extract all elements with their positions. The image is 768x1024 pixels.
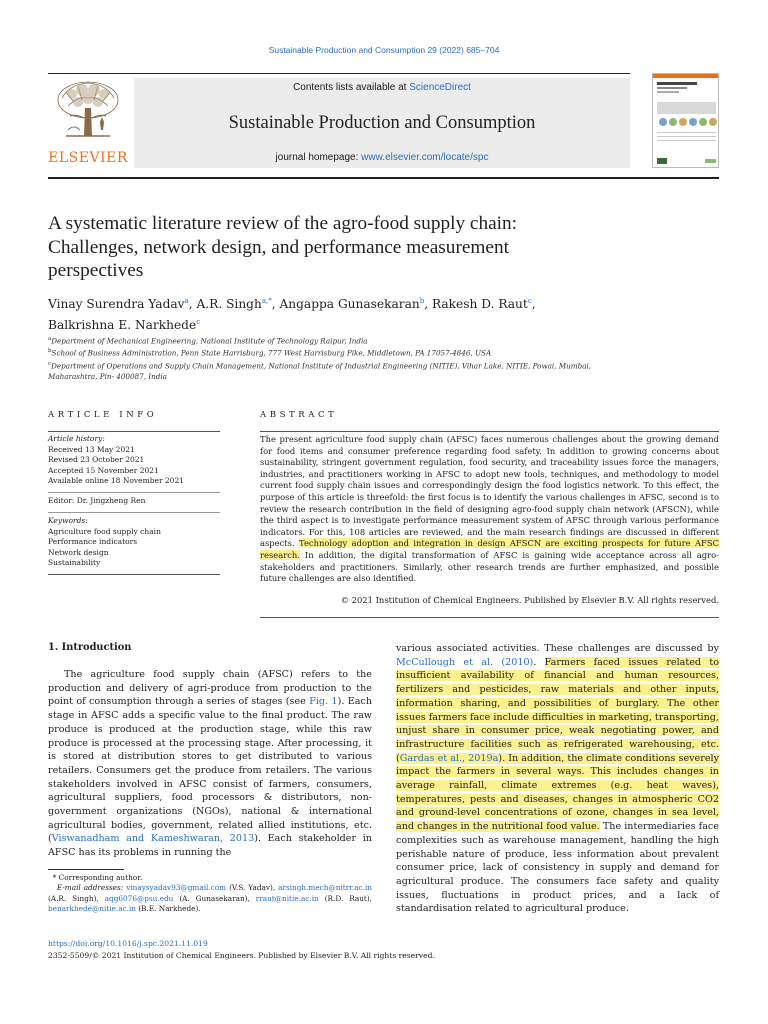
- keyword: Network design: [48, 547, 109, 557]
- history-item: Available online 18 November 2021: [48, 476, 184, 486]
- author-name[interactable]: Angappa Gunasekaran: [279, 297, 420, 312]
- article-title: [48, 212, 648, 283]
- history-item: Accepted 15 November 2021: [48, 465, 159, 475]
- footnote-rule: [48, 869, 124, 870]
- author-name[interactable]: Vinay Surendra Yadav: [48, 297, 185, 312]
- running-head[interactable]: [0, 45, 768, 55]
- affiliation: $^c$Department of Operations and Supply Chain Management, National Institute of Industrial Engineering (NITIE), Vihar Lake, NITIE, Powai, Mumbai,: [48, 360, 592, 371]
- divider: [48, 574, 220, 575]
- contents-line: [134, 82, 630, 93]
- email-link[interactable]: rraut@nitie.ac.in: [255, 893, 319, 903]
- abstract-body: The present agriculture food supply chain (AFSC) faces numerous challenges about the growing demand for food items and consumer preference regarding food safety. In addition to growing concerns about sustainability, stringent government regulation, food security, and traceability issues force the managers, industries, and practitioners working in AFSC to adopt new tools, techniques, and methodology to model current food supply chain issues and correspondingly design the food logistics network. To this effect, the purpose of this article is threefold: the first focus is to identify the various challenges in AFSC, second is to review the research contribution in the field of designing agro-food supply chain network (AFSCN), while the third aspect is to investigate performance measurement system of AFSC through various performance indicators. For this, 108 articles are reviewed, and the main research findings are discussed in different aspects. Technology adoption and integration in design AFSCN are exciting prospects for future AFSC research. In addition, the digital transformation of AFSC is gaining wide acceptance across all agro-stakeholders and practitioners. Similarly, other research trends are further emphasized, and possible future challenges are also identified.: [260, 434, 719, 584]
- email-link[interactable]: aqg6076@psu.edu: [104, 893, 174, 903]
- figure-link[interactable]: Fig. 1: [309, 696, 338, 708]
- journal-cover-thumbnail[interactable]: [652, 73, 719, 168]
- homepage-line: [134, 152, 630, 163]
- email-link[interactable]: vinaysyadav93@gmail.com: [126, 883, 227, 893]
- journal-citation-link[interactable]: Sustainable Production and Consumption 29 (2022) 685–704: [268, 45, 500, 55]
- abstract-copyright: © 2021 Institution of Chemical Engineers. Published by Elsevier B.V. All rights reserved.: [340, 595, 719, 605]
- highlighted-text: Technology adoption and integration in design AFSCN are exciting prospects for future AFSC research.: [260, 538, 719, 560]
- citation-link[interactable]: Gardas et al., 2019a: [399, 752, 499, 764]
- corresponding-author-note: * Corresponding author.: [48, 873, 143, 882]
- affiliations: [48, 334, 648, 382]
- highlighted-text: Farmers faced issues related to insufficient availability of financial and human resources, fertilizers and pesticides, raw materials and other inputs, information sharing, and possibilities of burglary. The other issues farmers face include difficulties in marketing, transporting, unjust share in consumer price, weak negotiating power, and infrastructure facilities such as refrigerated warehousing, etc. (: [396, 656, 719, 764]
- section-heading-introduction: 1. Introduction: [48, 642, 132, 653]
- keyword: Performance indicators: [48, 537, 138, 547]
- keyword: Agriculture food supply chain: [48, 526, 161, 536]
- article-title-line: perspectives: [48, 260, 144, 281]
- divider: [260, 431, 719, 432]
- divider: [48, 512, 220, 513]
- keywords-label: Keywords:: [48, 516, 88, 525]
- article-history: [48, 434, 220, 487]
- body-column-right: various associated activities. These challenges are discussed by McCullough et al. (2010). Farmers faced issues related to insufficient availability of financial and human resources, fertilizers and pesticides, raw materials and other inputs, information sharing, and possibilities of burglary. The other issues farmers face include difficulties in marketing, transporting, unjust share in consumer price, weak negotiating power, and infrastructure facilities such as refrigerated warehousing, etc. (Gardas et al., 2019a). In addition, the climate conditions severely impact the farmers in several ways. This includes changes in average rainfall, climate extremes (e.g. heat waves), temperatures, pests and diseases, changes in atmospheric CO2 and ground-level concentrations of ozone, changes in sea level, and changes in the nutritional food value. The intermediaries face complexities such as warehouse management, handling the high perishable nature of produce, less information about prevalent consumer price, lack of consistency in supply and demand for agricultural produce. The consumers face safety and quality issues, fluctuations in product prices, and a lack of standardisation related to agricultural produce.: [396, 643, 719, 915]
- author-affiliation-mark[interactable]: a,*: [261, 297, 272, 305]
- affiliation: $^b$School of Business Administration, Penn State Harrisburg, 777 West Harrisburg Pike, Middletown, PA 17057-4846, USA: [48, 348, 492, 358]
- author-name[interactable]: Rakesh D. Raut: [431, 297, 528, 312]
- author-affiliation-mark[interactable]: a: [184, 297, 189, 305]
- history-label: Article history:: [48, 434, 105, 443]
- author-affiliation-mark[interactable]: c: [196, 318, 201, 327]
- history-item: Received 13 May 2021: [48, 444, 135, 454]
- divider: [48, 492, 220, 493]
- divider: [48, 431, 220, 432]
- author-list: Vinay Surendra Yadav$^a$, A.R. Singh$^{a,*}$, Angappa Gunasekaran$^b$, Rakesh D. Raut$^c$, Balkrishna E. Narkhede$^c$: [48, 297, 536, 333]
- affiliation: Maharashtra, Pin- 400087, India: [48, 372, 167, 382]
- journal-title: Sustainable Production and Consumption: [228, 113, 536, 133]
- footnotes: [48, 873, 372, 915]
- abstract-heading: ABSTRACT: [260, 410, 338, 420]
- body-column-left: The agriculture food supply chain (AFSC) refers to the production and delivery of agri-produce from production to the point of consumption through a series of stages (see Fig. 1). Each stage in AFSC adds a specific value to the final product. The raw produce is produced at the production stage, while this raw produce is processed at the processing stage. After processing, it is stored at distribution stores to get distributed to various retailers. Consumers get the produce from retailers. The various stakeholders involved in AFSC consist of farmers, consumers, agricultural suppliers, food processors & distributors, non-government organizations (NGOs), national & international agricultural bodies, government, related allied institutions, etc. (Viswanadham and Kameshwaran, 2013). Each stakeholder in AFSC has its problems in running the: [48, 669, 373, 859]
- email-link[interactable]: arsingh.mech@nitrr.ac.in: [278, 883, 373, 893]
- keyword: Sustainability: [48, 558, 101, 568]
- keywords: [48, 516, 220, 569]
- elsevier-wordmark: ELSEVIER: [48, 150, 128, 166]
- sciencedirect-link[interactable]: ScienceDirect: [409, 82, 471, 93]
- citation-link[interactable]: Viswanadham and Kameshwaran, 2013: [51, 833, 255, 845]
- journal-homepage-link[interactable]: www.elsevier.com/locate/spc: [361, 152, 489, 163]
- article-info-heading: ARTICLE INFO: [48, 410, 158, 420]
- issn-copyright-line: 2352-5509/© 2021 Institution of Chemical Engineers. Published by Elsevier B.V. All rights reserved.: [48, 951, 435, 960]
- editor-line: Editor: Dr. Jingzheng Ren: [48, 496, 146, 505]
- homepage-prefix: journal homepage:: [275, 152, 362, 163]
- citation-link[interactable]: McCullough et al. (2010): [396, 656, 534, 668]
- article-title-line: A systematic literature review of the agro-food supply chain:: [48, 213, 518, 234]
- author-name[interactable]: Balkrishna E. Narkhede: [48, 318, 197, 333]
- article-title-line: Challenges, network design, and performance measurement: [48, 236, 509, 258]
- email-link[interactable]: benarkhede@nitie.ac.in: [48, 904, 136, 914]
- contents-prefix: Contents lists available at: [293, 82, 410, 93]
- email-addresses: E-mail addresses: vinaysyadav93@gmail.com (V.S. Yadav), arsingh.mech@nitrr.ac.in (A.R. Singh), aqg6076@psu.edu (A. Gunasekaran), rraut@nitie.ac.in (R.D. Raut), benarkhede@nitie.ac.in (B.E. Narkhede).: [48, 883, 373, 914]
- author-affiliation-mark[interactable]: c: [527, 297, 532, 305]
- divider: [260, 617, 719, 618]
- doi-link[interactable]: https://doi.org/10.1016/j.spc.2021.11.019: [48, 939, 208, 948]
- author-name[interactable]: A.R. Singh: [196, 297, 262, 312]
- history-item: Revised 23 October 2021: [48, 455, 145, 465]
- masthead-rule-bottom: [48, 177, 719, 179]
- masthead-rule-top: [48, 73, 630, 74]
- highlighted-text: ). In addition, the climate conditions severely impact the farmers in several ways. This includes changes in average rainfall, climate extremes (e.g. heat waves), temperatures, pests and diseases, changes in atmospheric CO2 and ground-level concentrations of ozone, changes in sea level, and changes in the nutritional food value.: [396, 752, 719, 833]
- author-affiliation-mark[interactable]: b: [419, 297, 425, 305]
- affiliation: $^a$Department of Mechanical Engineering, National Institute of Technology Raipur, India: [48, 336, 368, 346]
